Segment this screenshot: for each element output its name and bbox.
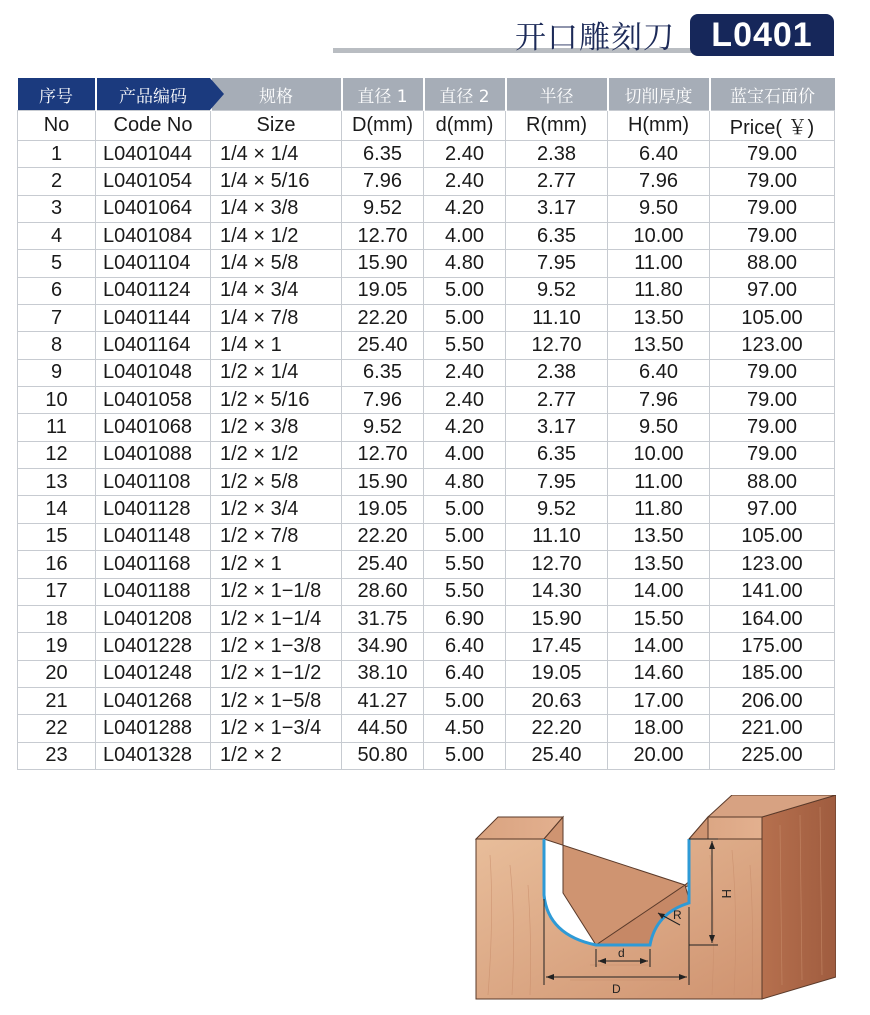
row-size: 1/2 × 2 [211,742,342,769]
row-height: 13.50 [608,332,710,359]
row-no: 5 [18,250,96,277]
row-height: 10.00 [608,223,710,250]
table-row [18,469,835,496]
row-radius: 6.35 [506,223,608,250]
table-row [18,441,835,468]
row-code: L0401228 [96,633,211,660]
row-size: 1/2 × 1−3/8 [211,633,342,660]
table-row [18,387,835,414]
row-diameter-d: 5.50 [424,551,506,578]
row-no: 17 [18,578,96,605]
row-diameter-d: 2.40 [424,359,506,386]
header-cn-cell: 规格 [211,78,342,111]
header-row-en [18,111,835,141]
row-code: L0401058 [96,387,211,414]
row-radius: 22.20 [506,715,608,742]
row-price: 79.00 [710,168,835,195]
row-code: L0401108 [96,469,211,496]
row-code: L0401168 [96,551,211,578]
row-diameter-d: 5.00 [424,687,506,714]
row-no: 16 [18,551,96,578]
row-no: 2 [18,168,96,195]
row-diameter-d: 4.00 [424,441,506,468]
row-height: 17.00 [608,687,710,714]
row-height: 11.00 [608,250,710,277]
title-bar [0,0,870,60]
row-diameter-D: 19.05 [342,496,424,523]
row-height: 18.00 [608,715,710,742]
row-height: 13.50 [608,551,710,578]
row-diameter-d: 4.20 [424,195,506,222]
row-radius: 9.52 [506,496,608,523]
row-no: 23 [18,742,96,769]
row-radius: 12.70 [506,332,608,359]
row-height: 9.50 [608,414,710,441]
row-height: 6.40 [608,141,710,168]
row-diameter-D: 6.35 [342,141,424,168]
header-row-cn [18,78,835,111]
header-cn-cell [96,78,211,111]
row-radius: 19.05 [506,660,608,687]
row-size: 1/2 × 5/8 [211,469,342,496]
row-price: 79.00 [710,195,835,222]
table-row [18,551,835,578]
row-diameter-d: 5.00 [424,496,506,523]
table-row [18,715,835,742]
row-height: 14.00 [608,633,710,660]
row-size: 1/2 × 1−3/4 [211,715,342,742]
table-row [18,305,835,332]
row-code: L0401054 [96,168,211,195]
row-diameter-D: 12.70 [342,223,424,250]
row-price: 79.00 [710,223,835,250]
row-diameter-d: 4.50 [424,715,506,742]
header-cn-cell: 半径 [506,78,608,111]
row-diameter-d: 2.40 [424,141,506,168]
header-cn-cell: 蓝宝石面价 [710,78,835,111]
row-size: 1/2 × 3/8 [211,414,342,441]
row-diameter-D: 41.27 [342,687,424,714]
row-radius: 11.10 [506,305,608,332]
row-diameter-D: 50.80 [342,742,424,769]
page-title: 开口雕刻刀 [515,20,675,56]
row-no: 22 [18,715,96,742]
row-code: L0401268 [96,687,211,714]
row-diameter-d: 5.50 [424,332,506,359]
row-code: L0401124 [96,277,211,304]
row-code: L0401164 [96,332,211,359]
row-diameter-d: 2.40 [424,168,506,195]
row-diameter-D: 38.10 [342,660,424,687]
row-diameter-D: 25.40 [342,551,424,578]
row-diameter-d: 4.20 [424,414,506,441]
row-radius: 20.63 [506,687,608,714]
row-diameter-D: 22.20 [342,523,424,550]
header-cn-cell: 直径 1 [342,78,424,111]
row-diameter-d: 6.40 [424,660,506,687]
row-code: L0401128 [96,496,211,523]
row-diameter-d: 5.00 [424,305,506,332]
row-price: 79.00 [710,141,835,168]
row-radius: 2.38 [506,141,608,168]
row-price: 123.00 [710,551,835,578]
row-no: 6 [18,277,96,304]
row-price: 123.00 [710,332,835,359]
row-diameter-d: 2.40 [424,387,506,414]
header-en-cell: H(mm) [608,111,710,141]
row-no: 13 [18,469,96,496]
row-radius: 6.35 [506,441,608,468]
header-cn-cell: 序号 [18,78,96,111]
row-price: 97.00 [710,496,835,523]
row-code: L0401288 [96,715,211,742]
row-diameter-d: 4.80 [424,250,506,277]
table-row [18,195,835,222]
row-height: 15.50 [608,605,710,632]
row-height: 9.50 [608,195,710,222]
table-row [18,687,835,714]
row-price: 97.00 [710,277,835,304]
header-cn-label: 产品编码 [119,86,187,107]
row-no: 20 [18,660,96,687]
row-no: 9 [18,359,96,386]
row-diameter-d: 6.90 [424,605,506,632]
row-no: 14 [18,496,96,523]
row-size: 1/4 × 3/4 [211,277,342,304]
row-price: 79.00 [710,441,835,468]
label-d-small: d [618,946,625,960]
row-price: 225.00 [710,742,835,769]
table-body [18,141,835,770]
table-row [18,277,835,304]
row-size: 1/2 × 1/2 [211,441,342,468]
row-radius: 2.77 [506,168,608,195]
row-price: 79.00 [710,414,835,441]
table-row [18,250,835,277]
header-en-cell: No [18,111,96,141]
table-row [18,359,835,386]
row-diameter-D: 7.96 [342,387,424,414]
header-cn-cell: 直径 2 [424,78,506,111]
row-no: 1 [18,141,96,168]
row-diameter-D: 28.60 [342,578,424,605]
row-code: L0401148 [96,523,211,550]
row-radius: 14.30 [506,578,608,605]
row-size: 1/2 × 1−5/8 [211,687,342,714]
label-r: R [673,908,682,922]
row-radius: 3.17 [506,414,608,441]
row-price: 206.00 [710,687,835,714]
row-height: 10.00 [608,441,710,468]
row-no: 19 [18,633,96,660]
row-price: 164.00 [710,605,835,632]
row-code: L0401044 [96,141,211,168]
row-no: 11 [18,414,96,441]
row-size: 1/4 × 1/4 [211,141,342,168]
header-cn-cell: 切削厚度 [608,78,710,111]
row-radius: 9.52 [506,277,608,304]
header-en-cell: D(mm) [342,111,424,141]
row-diameter-D: 22.20 [342,305,424,332]
table-row [18,633,835,660]
row-code: L0401084 [96,223,211,250]
row-size: 1/2 × 1−1/8 [211,578,342,605]
row-radius: 17.45 [506,633,608,660]
spec-table [17,78,835,770]
table-row [18,605,835,632]
row-size: 1/2 × 3/4 [211,496,342,523]
row-price: 105.00 [710,523,835,550]
row-size: 1/4 × 7/8 [211,305,342,332]
row-code: L0401188 [96,578,211,605]
row-code: L0401208 [96,605,211,632]
model-badge: L0401 [690,14,834,56]
row-diameter-D: 15.90 [342,250,424,277]
row-no: 21 [18,687,96,714]
row-diameter-d: 6.40 [424,633,506,660]
header-en-cell: R(mm) [506,111,608,141]
row-diameter-D: 25.40 [342,332,424,359]
header-arrow [210,78,224,110]
row-size: 1/4 × 5/16 [211,168,342,195]
row-size: 1/4 × 3/8 [211,195,342,222]
row-code: L0401248 [96,660,211,687]
row-diameter-d: 5.00 [424,523,506,550]
row-size: 1/2 × 1 [211,551,342,578]
row-code: L0401064 [96,195,211,222]
row-radius: 2.77 [506,387,608,414]
row-no: 10 [18,387,96,414]
header-en-cell: Size [211,111,342,141]
row-radius: 25.40 [506,742,608,769]
label-h: H [719,889,734,899]
table-row [18,660,835,687]
row-diameter-d: 5.00 [424,277,506,304]
row-height: 7.96 [608,168,710,195]
row-diameter-d: 5.50 [424,578,506,605]
row-diameter-d: 5.00 [424,742,506,769]
row-code: L0401068 [96,414,211,441]
row-radius: 15.90 [506,605,608,632]
row-no: 3 [18,195,96,222]
row-code: L0401328 [96,742,211,769]
row-price: 185.00 [710,660,835,687]
row-no: 12 [18,441,96,468]
row-price: 88.00 [710,469,835,496]
row-height: 7.96 [608,387,710,414]
header-en-cell: Code No [96,111,211,141]
row-height: 20.00 [608,742,710,769]
row-height: 14.60 [608,660,710,687]
row-diameter-d: 4.80 [424,469,506,496]
row-diameter-D: 34.90 [342,633,424,660]
table-row [18,523,835,550]
row-radius: 7.95 [506,469,608,496]
row-code: L0401048 [96,359,211,386]
row-radius: 3.17 [506,195,608,222]
row-price: 221.00 [710,715,835,742]
table-row [18,141,835,168]
row-diameter-D: 6.35 [342,359,424,386]
row-height: 6.40 [608,359,710,386]
row-size: 1/4 × 1/2 [211,223,342,250]
row-price: 105.00 [710,305,835,332]
table-row [18,496,835,523]
row-code: L0401144 [96,305,211,332]
table-row [18,168,835,195]
label-d-large: D [612,982,621,996]
table-row [18,332,835,359]
row-price: 88.00 [710,250,835,277]
row-diameter-D: 15.90 [342,469,424,496]
row-diameter-D: 31.75 [342,605,424,632]
row-radius: 7.95 [506,250,608,277]
row-diameter-D: 9.52 [342,195,424,222]
row-diameter-D: 19.05 [342,277,424,304]
row-diameter-D: 7.96 [342,168,424,195]
row-size: 1/2 × 1−1/4 [211,605,342,632]
row-diameter-d: 4.00 [424,223,506,250]
row-radius: 12.70 [506,551,608,578]
row-size: 1/2 × 1−1/2 [211,660,342,687]
row-no: 8 [18,332,96,359]
table-row [18,578,835,605]
header-en-cell: Price( ￥) [710,111,835,141]
row-height: 11.80 [608,496,710,523]
table-row [18,742,835,769]
row-no: 7 [18,305,96,332]
row-no: 15 [18,523,96,550]
row-height: 14.00 [608,578,710,605]
row-price: 79.00 [710,387,835,414]
row-radius: 11.10 [506,523,608,550]
row-size: 1/2 × 5/16 [211,387,342,414]
row-no: 4 [18,223,96,250]
row-size: 1/4 × 1 [211,332,342,359]
row-size: 1/2 × 7/8 [211,523,342,550]
row-code: L0401104 [96,250,211,277]
row-size: 1/4 × 5/8 [211,250,342,277]
row-diameter-D: 12.70 [342,441,424,468]
row-size: 1/2 × 1/4 [211,359,342,386]
row-height: 13.50 [608,523,710,550]
row-code: L0401088 [96,441,211,468]
row-height: 11.00 [608,469,710,496]
table-row [18,414,835,441]
row-price: 141.00 [710,578,835,605]
router-bit-profile-diagram [470,795,836,1001]
header-en-cell: d(mm) [424,111,506,141]
table-row [18,223,835,250]
row-diameter-D: 44.50 [342,715,424,742]
row-price: 175.00 [710,633,835,660]
row-height: 11.80 [608,277,710,304]
row-diameter-D: 9.52 [342,414,424,441]
row-price: 79.00 [710,359,835,386]
wood-side [762,795,836,999]
row-height: 13.50 [608,305,710,332]
row-no: 18 [18,605,96,632]
row-radius: 2.38 [506,359,608,386]
